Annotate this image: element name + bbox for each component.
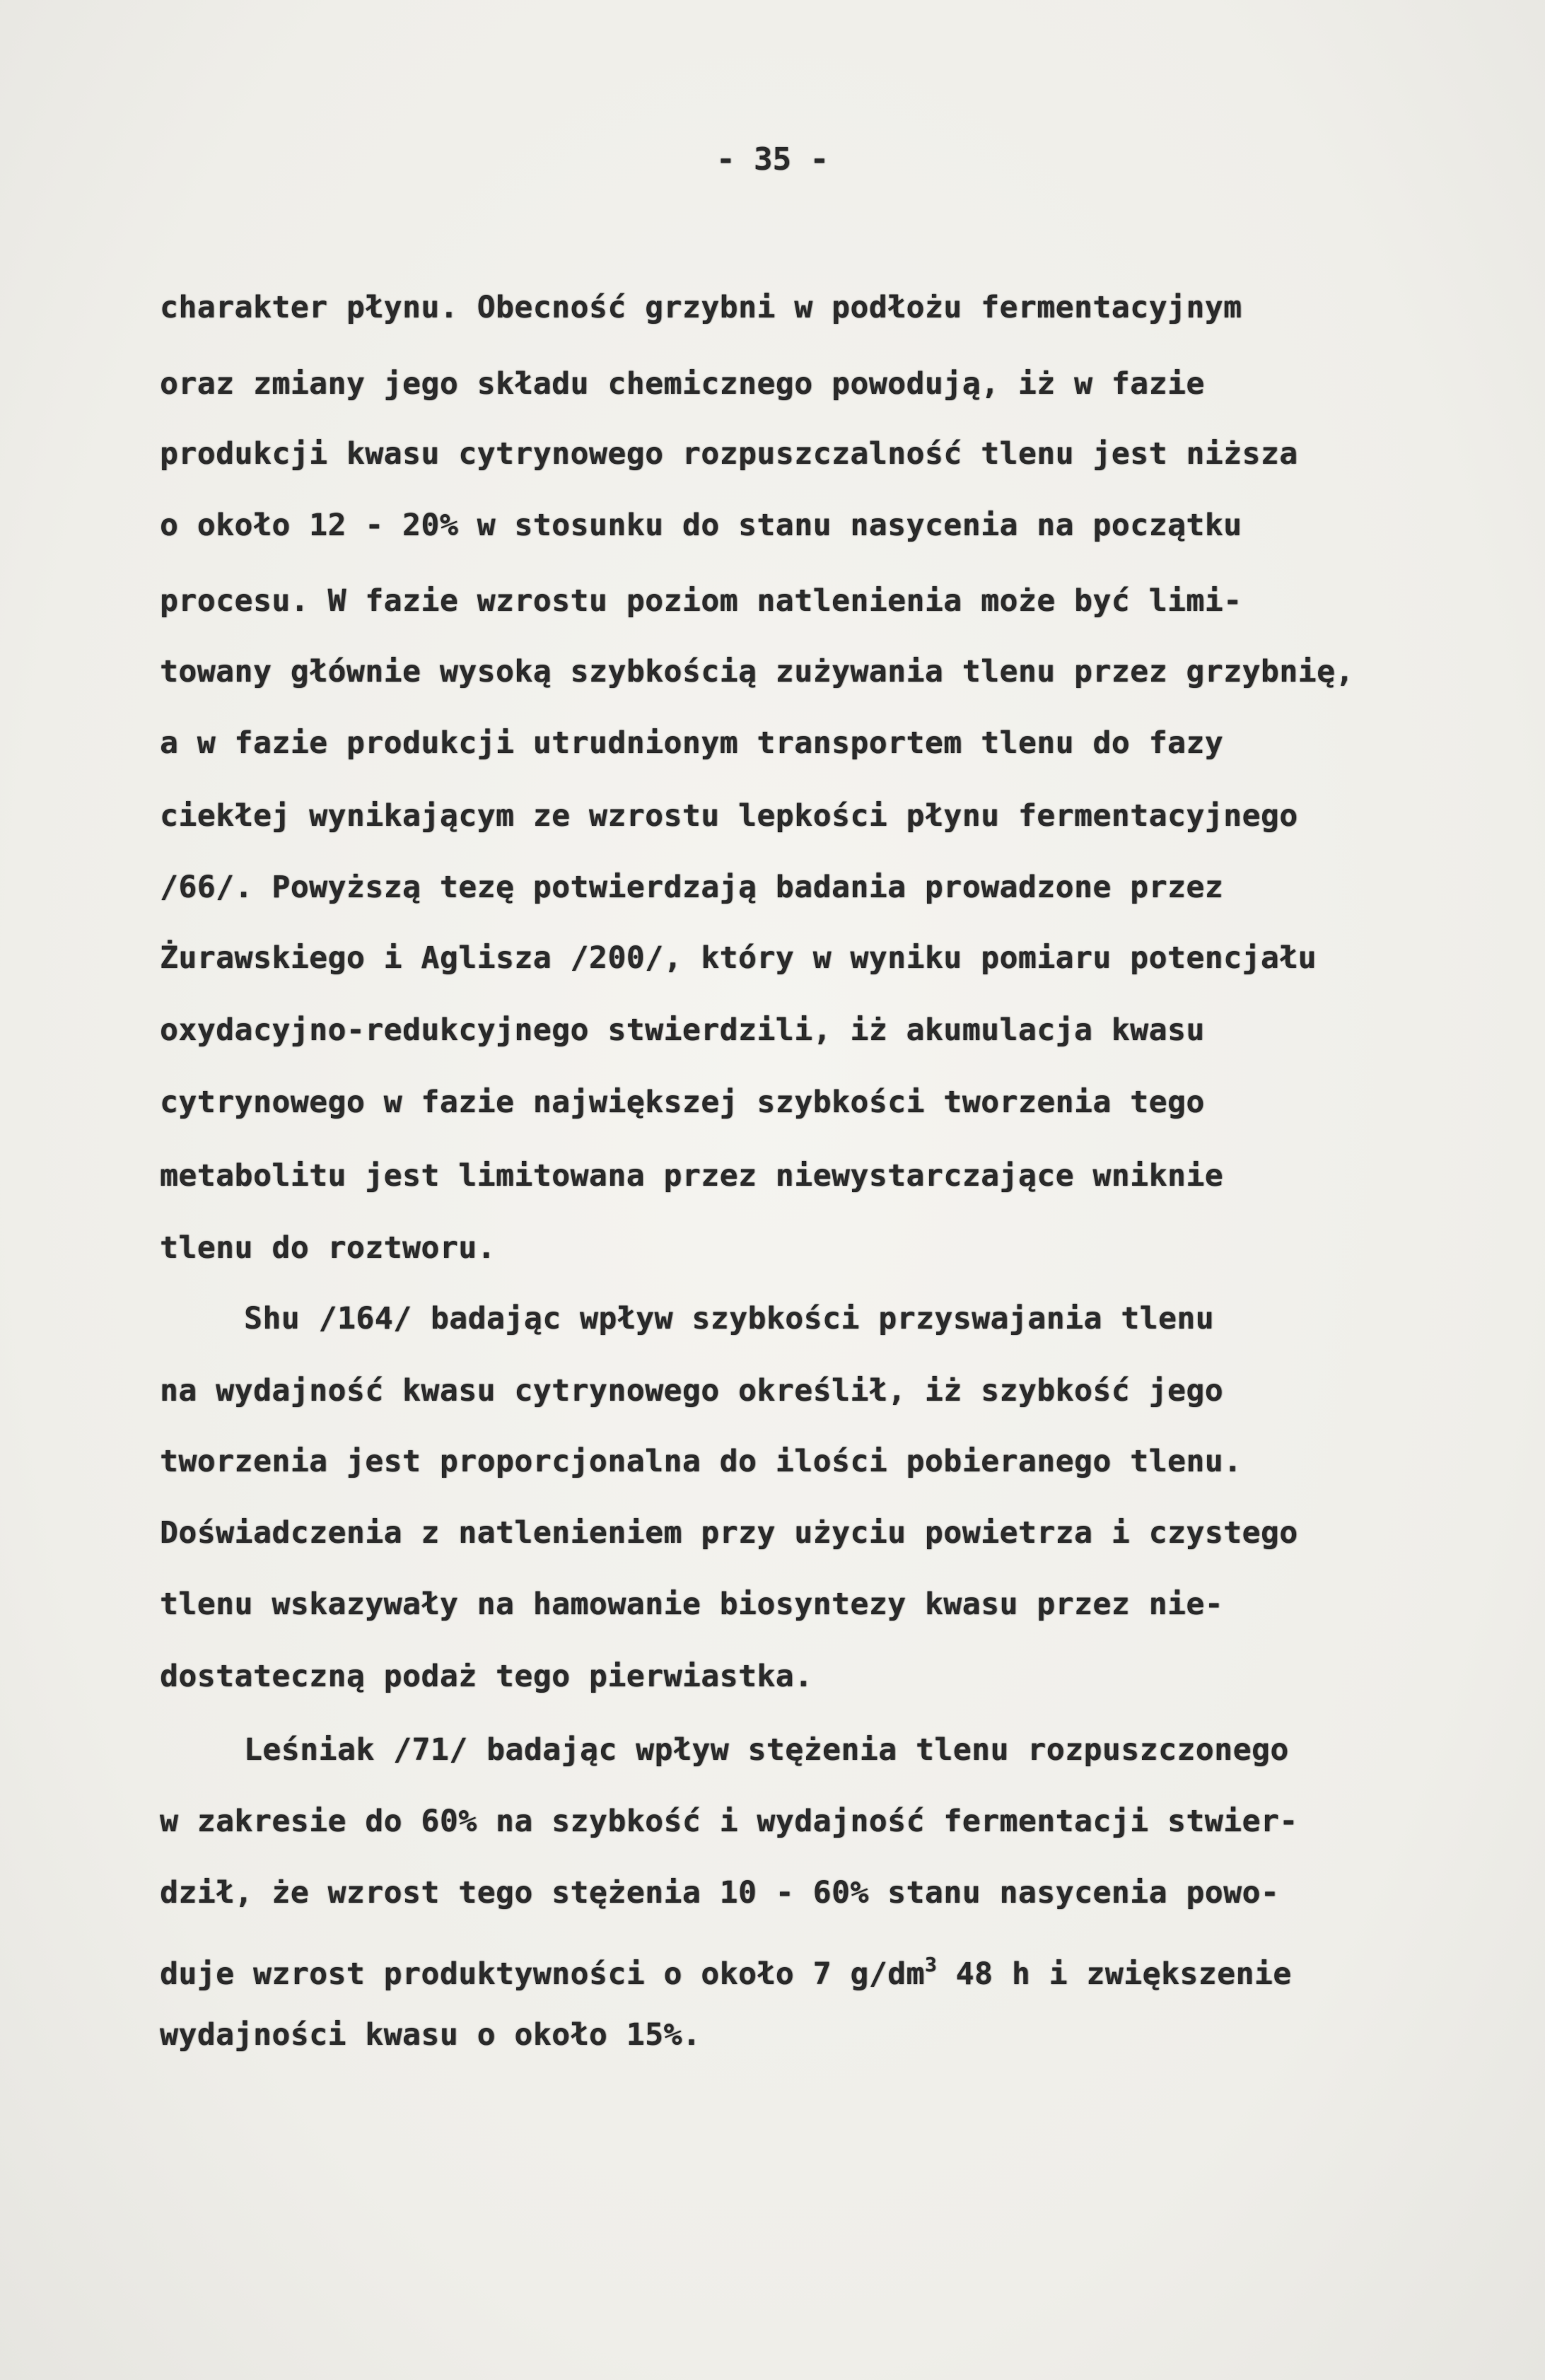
text-line: ciekłej wynikającym ze wzrostu lepkości płynu fermentacyjnego	[160, 798, 1298, 834]
text-line: procesu. W fazie wzrostu poziom natlenienia może być limi-	[160, 583, 1242, 619]
text-line: Shu /164/ badając wpływ szybkości przyswajania tlenu	[244, 1301, 1215, 1336]
text-line: Żurawskiego i Aglisza /200/, który w wyniku pomiaru potencjału	[160, 940, 1317, 976]
text-line: towany głównie wysoką szybkością zużywania tlenu przez grzybnię,	[160, 654, 1354, 689]
text-line: wydajności kwasu o około 15%.	[160, 2017, 701, 2053]
text-line: charakter płynu. Obecność grzybni w podłożu fermentacyjnym	[160, 290, 1242, 325]
text-line: produkcji kwasu cytrynowego rozpuszczalność tlenu jest niższa	[160, 436, 1298, 472]
text-line: cytrynowego w fazie największej szybkości tworzenia tego	[160, 1085, 1205, 1120]
text-line: oxydacyjno-redukcyjnego stwierdzili, iż akumulacja kwasu	[160, 1013, 1205, 1048]
text-line: Leśniak /71/ badając wpływ stężenia tlenu rozpuszczonego	[244, 1732, 1289, 1768]
superscript: 3	[924, 1953, 938, 1976]
text-line: tlenu do roztworu.	[160, 1230, 496, 1266]
text-line: dostateczną podaż tego pierwiastka.	[160, 1659, 813, 1694]
text-line: o około 12 - 20% w stosunku do stanu nasycenia na początku	[160, 508, 1242, 543]
text-line: oraz zmiany jego składu chemicznego powodują, iż w fazie	[160, 366, 1205, 402]
text-segment: duje wzrost produktywności o około 7 g/dm	[160, 1956, 925, 1992]
text-line: /66/. Powyższą tezę potwierdzają badania prowadzone przez	[160, 870, 1224, 905]
text-line: tlenu wskazywały na hamowanie biosyntezy kwasu przez nie-	[160, 1587, 1224, 1622]
text-line: metabolitu jest limitowana przez niewystarczające wniknie	[160, 1158, 1224, 1194]
text-line: Doświadczenia z natlenieniem przy użyciu powietrza i czystego	[160, 1515, 1298, 1551]
text-line: a w fazie produkcji utrudnionym transportem tlenu do fazy	[160, 725, 1224, 761]
text-line: dził, że wzrost tego stężenia 10 - 60% stanu nasycenia powo-	[160, 1875, 1280, 1911]
text-line: w zakresie do 60% na szybkość i wydajność fermentacji stwier-	[160, 1804, 1298, 1839]
text-line: na wydajność kwasu cytrynowego określił, iż szybkość jego	[160, 1373, 1224, 1408]
page-number: - 35 -	[716, 141, 829, 177]
text-segment: 48 h i zwiększenie	[937, 1956, 1292, 1992]
text-line-with-superscript	[160, 1944, 1503, 1995]
text-line: tworzenia jest proporcjonalna do ilości pobieranego tlenu.	[160, 1444, 1242, 1479]
